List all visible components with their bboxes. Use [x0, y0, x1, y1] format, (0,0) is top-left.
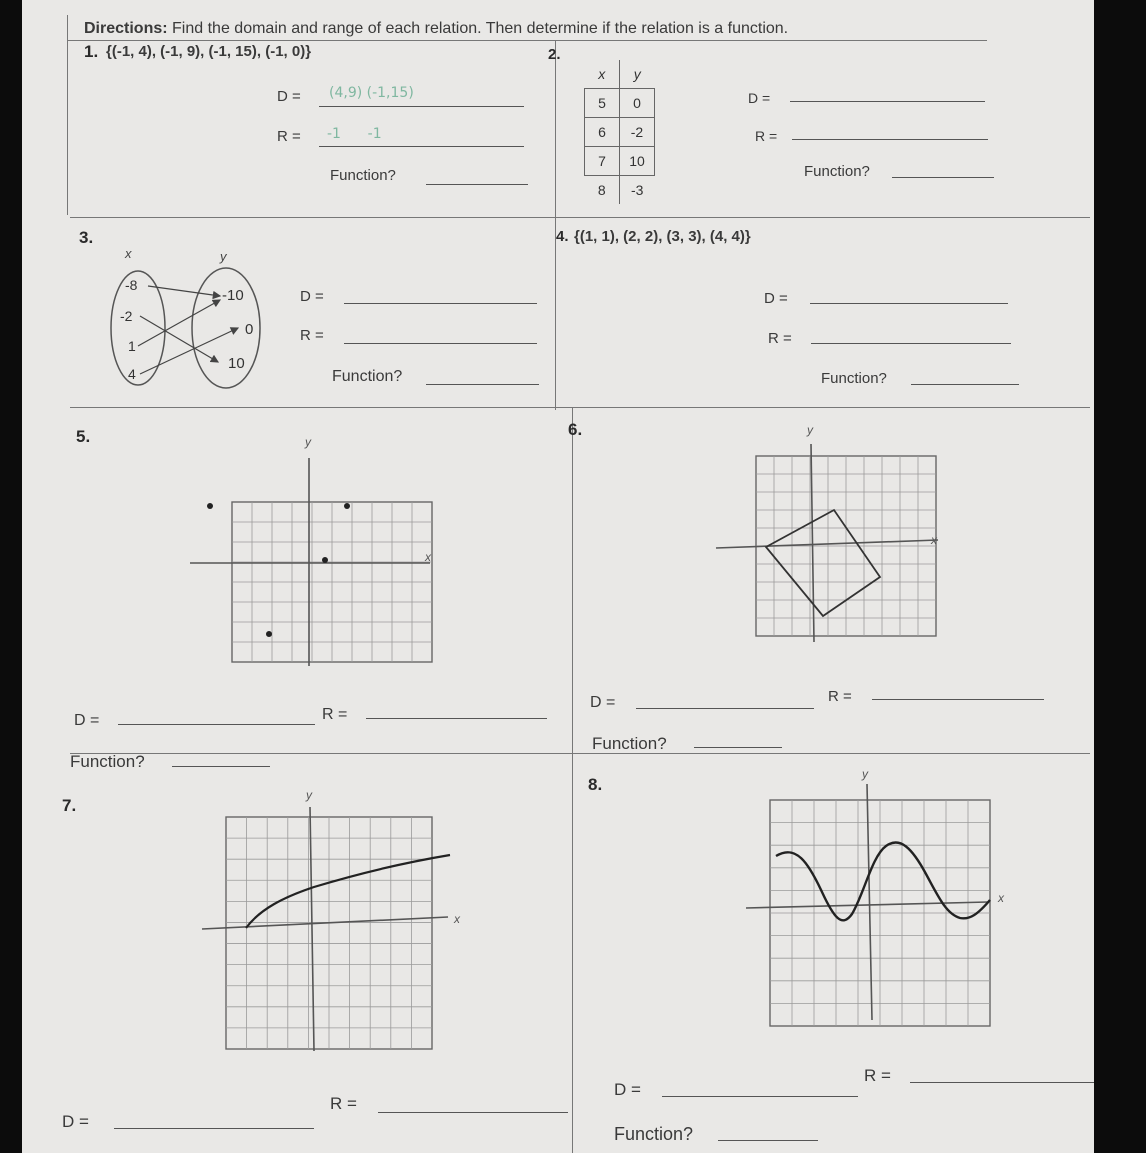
divider	[67, 15, 68, 215]
function-answer-blank[interactable]	[172, 766, 270, 767]
range-label: R =	[300, 327, 324, 344]
mapping-diagram	[92, 240, 272, 400]
function-answer-blank[interactable]	[911, 384, 1019, 385]
domain-value: -2	[120, 308, 133, 324]
domain-label: D =	[300, 288, 324, 305]
coordinate-graph	[740, 762, 1004, 1030]
divider	[70, 217, 1090, 218]
table-cell: 5	[585, 89, 620, 118]
range-answer-blank[interactable]	[811, 343, 1011, 344]
range-answer-blank[interactable]	[792, 139, 988, 140]
domain-answer-blank[interactable]	[636, 708, 814, 709]
function-label: Function?	[804, 163, 870, 180]
x-axis-label: x	[998, 891, 1004, 905]
range-label: R =	[322, 706, 348, 723]
problem-1-number: 1.	[84, 42, 99, 61]
range-answer-blank[interactable]	[344, 343, 537, 344]
x-axis-label: x	[425, 550, 431, 564]
problem-4-relation: {(1, 1), (2, 2), (3, 3), (4, 4)}	[574, 228, 751, 245]
table-cell: 10	[620, 147, 655, 176]
range-answer-blank[interactable]	[910, 1082, 1094, 1083]
range-label: R =	[828, 688, 852, 705]
problem-1-relation: {(-1, 4), (-1, 9), (-1, 15), (-1, 0)}	[106, 43, 312, 60]
divider	[70, 753, 1090, 754]
domain-answer-blank[interactable]	[810, 303, 1008, 304]
coordinate-graph	[192, 785, 462, 1065]
y-header: y	[620, 60, 655, 89]
graph-grid	[770, 800, 990, 1026]
domain-label: D =	[614, 1080, 641, 1099]
worksheet-page	[22, 0, 1094, 1153]
mapping-x-header: x	[125, 246, 132, 261]
range-label: R =	[330, 1094, 357, 1113]
range-label: R =	[864, 1066, 891, 1085]
domain-answer-blank[interactable]	[344, 303, 537, 304]
problem-7-number: 7.	[62, 796, 77, 815]
function-answer-blank[interactable]	[718, 1140, 818, 1141]
problem-3-number: 3.	[79, 228, 94, 247]
table-cell: 7	[585, 147, 620, 176]
function-answer-blank[interactable]	[892, 177, 994, 178]
problem-4-number: 4.	[556, 228, 569, 245]
table-cell: 8	[585, 176, 620, 205]
domain-label: D =	[748, 90, 771, 106]
plotted-point	[344, 503, 350, 509]
plotted-point	[266, 631, 272, 637]
directions-label: Directions:	[84, 20, 168, 37]
range-answer-blank[interactable]	[378, 1112, 568, 1113]
domain-label: D =	[62, 1112, 89, 1131]
function-answer-blank[interactable]	[426, 184, 528, 185]
divider	[555, 40, 556, 410]
domain-handwritten-answer: (4,9) (-1,15)	[329, 85, 414, 101]
function-label: Function?	[614, 1124, 694, 1144]
x-header: x	[585, 60, 620, 89]
function-label: Function?	[332, 368, 403, 385]
domain-answer-blank[interactable]	[319, 106, 524, 107]
domain-answer-blank[interactable]	[114, 1128, 314, 1129]
domain-label: D =	[590, 694, 616, 711]
domain-oval	[111, 271, 165, 385]
plotted-point	[322, 557, 328, 563]
domain-label: D =	[277, 88, 301, 105]
range-value: 10	[228, 355, 245, 372]
y-axis-label: y	[306, 788, 312, 802]
function-answer-blank[interactable]	[694, 747, 782, 748]
function-label: Function?	[330, 167, 396, 184]
domain-answer-blank[interactable]	[790, 101, 985, 102]
domain-value: 1	[128, 338, 136, 354]
function-label: Function?	[70, 752, 145, 771]
coordinate-graph	[712, 420, 952, 650]
graph-grid	[226, 817, 432, 1049]
table-cell: -2	[620, 118, 655, 147]
problem-8-number: 8.	[588, 775, 603, 794]
range-value: 0	[245, 321, 254, 338]
divider	[70, 407, 1090, 408]
y-axis-label: y	[862, 767, 868, 781]
y-axis-label: y	[807, 423, 813, 437]
mapping-y-header: y	[220, 249, 227, 264]
problem-2-number: 2.	[548, 46, 561, 63]
table-cell: 0	[620, 89, 655, 118]
range-answer-blank[interactable]	[319, 146, 524, 147]
xy-table	[584, 60, 655, 204]
x-axis	[746, 902, 988, 908]
domain-answer-blank[interactable]	[662, 1096, 858, 1097]
curve	[246, 855, 450, 928]
divider	[67, 40, 987, 41]
x-axis-label: x	[931, 533, 937, 547]
y-axis-label: y	[305, 435, 311, 449]
x-axis-label: x	[454, 912, 460, 926]
domain-answer-blank[interactable]	[118, 724, 315, 725]
directions	[84, 20, 788, 38]
domain-value: -8	[125, 277, 138, 293]
function-label: Function?	[592, 734, 667, 753]
range-label: R =	[755, 128, 778, 144]
arrow	[140, 328, 238, 374]
problem-6-number: 6.	[568, 420, 583, 439]
plotted-point	[207, 503, 213, 509]
range-value: -10	[222, 287, 244, 304]
coordinate-graph	[182, 430, 442, 670]
range-handwritten-answer: -1 -1	[327, 126, 382, 142]
y-axis	[867, 784, 872, 1020]
range-answer-blank[interactable]	[872, 699, 1044, 700]
y-axis	[310, 807, 314, 1051]
directions-text: Find the domain and range of each relation. Then determine if the relation is a function.	[172, 20, 789, 37]
range-label: R =	[277, 128, 301, 145]
graph-grid	[232, 502, 432, 662]
function-answer-blank[interactable]	[426, 384, 539, 385]
x-axis	[716, 540, 938, 548]
wave-curve	[776, 842, 990, 920]
problem-5-number: 5.	[76, 427, 91, 446]
domain-label: D =	[764, 290, 788, 307]
table-cell: 6	[585, 118, 620, 147]
divider	[572, 407, 573, 1153]
domain-value: 4	[128, 366, 136, 382]
range-label: R =	[768, 330, 792, 347]
domain-label: D =	[74, 712, 100, 729]
function-label: Function?	[821, 370, 887, 387]
table-cell: -3	[620, 176, 655, 205]
range-answer-blank[interactable]	[366, 718, 547, 719]
